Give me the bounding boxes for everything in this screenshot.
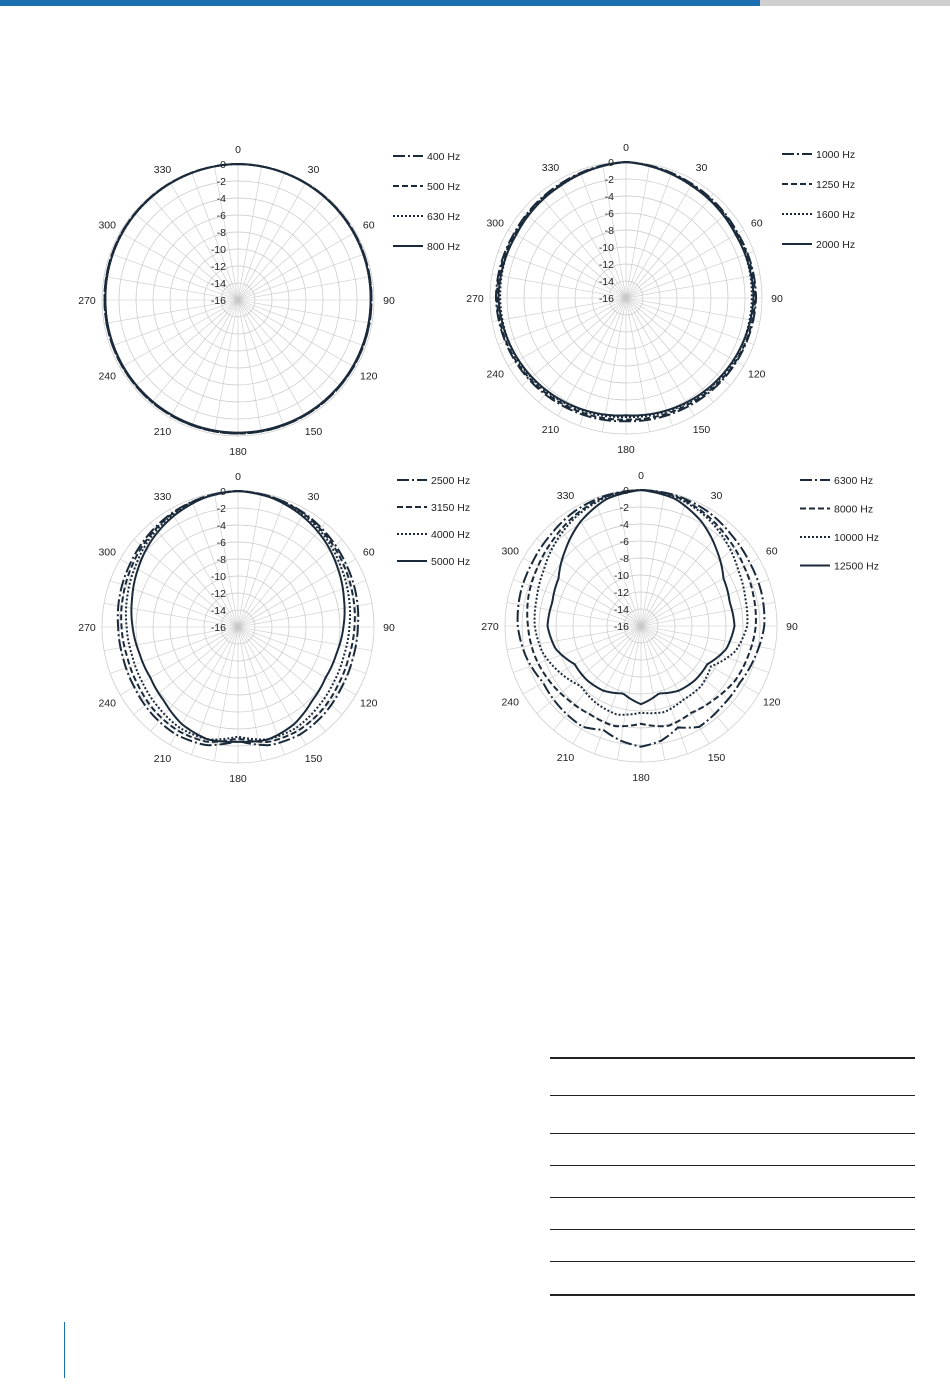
legend-label: 400 Hz: [427, 151, 461, 163]
angle-label: 60: [765, 545, 778, 558]
angle-label: 180: [632, 772, 650, 784]
radial-tick-label: -12: [613, 587, 629, 599]
radial-tick-label: -12: [210, 261, 226, 273]
angle-label: 300: [98, 546, 116, 559]
radial-tick-label: -12: [210, 588, 226, 600]
radial-tick-label: -16: [613, 621, 629, 633]
angle-label: 30: [307, 164, 320, 177]
table-row: [550, 1095, 915, 1134]
legend-label: 800 Hz: [427, 241, 461, 253]
angle-label: 300: [486, 217, 504, 230]
legend-label: 4000 Hz: [431, 529, 471, 541]
angle-label: 210: [153, 752, 172, 765]
angle-label: 150: [304, 425, 323, 438]
table-row: [550, 1229, 915, 1262]
table-cell: [626, 1059, 762, 1097]
radial-tick-label: 0: [220, 486, 226, 498]
angle-label: 300: [98, 219, 116, 232]
table-cell: [762, 1096, 915, 1134]
radial-tick-label: -2: [604, 174, 614, 186]
radial-tick-label: -4: [604, 191, 614, 203]
angle-label: 210: [556, 751, 575, 764]
angle-label: 300: [501, 545, 519, 558]
angle-label: 90: [383, 622, 395, 634]
radial-tick-label: -4: [216, 520, 226, 532]
angle-label: 90: [771, 293, 783, 305]
legend-label: 1250 Hz: [816, 179, 856, 191]
radial-tick-label: -4: [216, 193, 226, 205]
radial-tick-label: -2: [216, 176, 226, 188]
table-cell: [550, 1059, 626, 1097]
radial-tick-label: -8: [604, 225, 614, 237]
table-row: [550, 1133, 915, 1166]
legend-label: 2000 Hz: [816, 239, 856, 251]
polar-chart-1: [78, 144, 460, 458]
angle-label: 330: [556, 490, 575, 503]
radial-tick-label: 0: [608, 157, 614, 169]
radial-tick-label: -8: [619, 553, 629, 565]
legend-label: 5000 Hz: [431, 556, 471, 568]
radial-tick-label: -2: [216, 503, 226, 515]
table-cell: [626, 1230, 762, 1262]
angle-label: 120: [360, 370, 378, 383]
angle-label: 60: [362, 219, 375, 232]
table-cell: [550, 1262, 626, 1294]
angle-label: 30: [695, 162, 708, 175]
angle-label: 150: [304, 752, 323, 765]
radial-tick-label: -6: [216, 210, 226, 222]
angle-label: 0: [235, 144, 241, 156]
polar-chart-2: [466, 142, 855, 456]
angle-label: 240: [486, 368, 504, 381]
legend-label: 10000 Hz: [834, 532, 879, 544]
table-cell: [626, 1262, 762, 1294]
angle-label: 270: [78, 295, 96, 307]
radial-tick-label: -8: [216, 227, 226, 239]
radial-tick-label: -12: [598, 259, 614, 271]
radial-tick-label: -16: [210, 622, 226, 634]
angle-label: 60: [750, 217, 763, 230]
radial-tick-label: -14: [613, 604, 629, 616]
angle-label: 270: [481, 621, 499, 633]
angle-label: 270: [78, 622, 96, 634]
radial-tick-label: -4: [619, 519, 629, 531]
angle-label: 30: [307, 491, 320, 504]
radial-tick-label: 0: [220, 159, 226, 171]
table-row: [550, 1197, 915, 1230]
radial-tick-label: -10: [210, 244, 226, 256]
table-cell: [762, 1166, 915, 1198]
legend-label: 630 Hz: [427, 211, 461, 223]
angle-label: 90: [786, 621, 798, 633]
table-cell: [762, 1230, 915, 1262]
table-row: [550, 1165, 915, 1198]
table-cell: [626, 1166, 762, 1198]
table-cell: [550, 1198, 626, 1230]
legend-label: 500 Hz: [427, 181, 461, 193]
radial-tick-label: -14: [210, 278, 226, 290]
radial-tick-label: -16: [598, 293, 614, 305]
angle-label: 240: [501, 696, 519, 709]
angle-label: 90: [383, 295, 395, 307]
table-row: [550, 1261, 915, 1296]
angle-label: 330: [541, 162, 560, 175]
table-cell: [550, 1096, 626, 1134]
legend-label: 3150 Hz: [431, 502, 471, 514]
margin-line: [64, 1322, 65, 1378]
table-cell: [626, 1134, 762, 1166]
angle-label: 210: [541, 423, 560, 436]
angle-label: 330: [153, 164, 172, 177]
table-row: [550, 1057, 915, 1097]
radial-tick-label: -16: [210, 295, 226, 307]
angle-label: 0: [235, 471, 241, 483]
angle-label: 60: [362, 546, 375, 559]
angle-label: 270: [466, 293, 484, 305]
table-cell: [762, 1262, 915, 1294]
radial-tick-label: -10: [210, 571, 226, 583]
table-cell: [550, 1134, 626, 1166]
radial-tick-label: -8: [216, 554, 226, 566]
legend-label: 2500 Hz: [431, 475, 471, 487]
legend-label: 6300 Hz: [834, 475, 874, 487]
angle-label: 120: [748, 368, 766, 381]
radial-tick-label: -14: [210, 605, 226, 617]
radial-tick-label: -6: [216, 537, 226, 549]
polar-chart-4: [481, 470, 879, 784]
table-cell: [626, 1198, 762, 1230]
angle-label: 120: [360, 697, 378, 710]
table-cell: [762, 1198, 915, 1230]
radial-tick-label: -10: [613, 570, 629, 582]
angle-label: 210: [153, 425, 172, 438]
polar-chart-3: [78, 471, 470, 785]
angle-label: 0: [638, 470, 644, 482]
angle-label: 120: [763, 696, 781, 709]
angle-label: 180: [229, 773, 247, 785]
radial-tick-label: -10: [598, 242, 614, 254]
angle-label: 240: [98, 697, 116, 710]
legend-label: 12500 Hz: [834, 560, 879, 573]
radial-tick-label: -6: [619, 536, 629, 548]
angle-label: 30: [710, 490, 723, 503]
angle-label: 240: [98, 370, 116, 383]
legend-label: 8000 Hz: [834, 503, 874, 516]
radial-tick-label: -2: [619, 502, 629, 514]
table-cell: [626, 1096, 762, 1134]
angle-label: 150: [692, 423, 711, 436]
angle-label: 330: [153, 491, 172, 504]
series-curve-2: [527, 490, 756, 726]
angle-label: 150: [707, 751, 726, 764]
angle-label: 180: [229, 446, 247, 458]
legend-label: 1600 Hz: [816, 209, 856, 221]
legend-label: 1000 Hz: [816, 149, 856, 161]
radial-tick-label: -6: [604, 208, 614, 220]
radial-tick-label: 0: [623, 485, 629, 497]
angle-label: 0: [623, 142, 629, 154]
radial-tick-label: -14: [598, 276, 614, 288]
table-cell: [762, 1134, 915, 1166]
table-cell: [762, 1059, 915, 1097]
table-cell: [550, 1230, 626, 1262]
table-cell: [550, 1166, 626, 1198]
angle-label: 180: [617, 444, 635, 456]
